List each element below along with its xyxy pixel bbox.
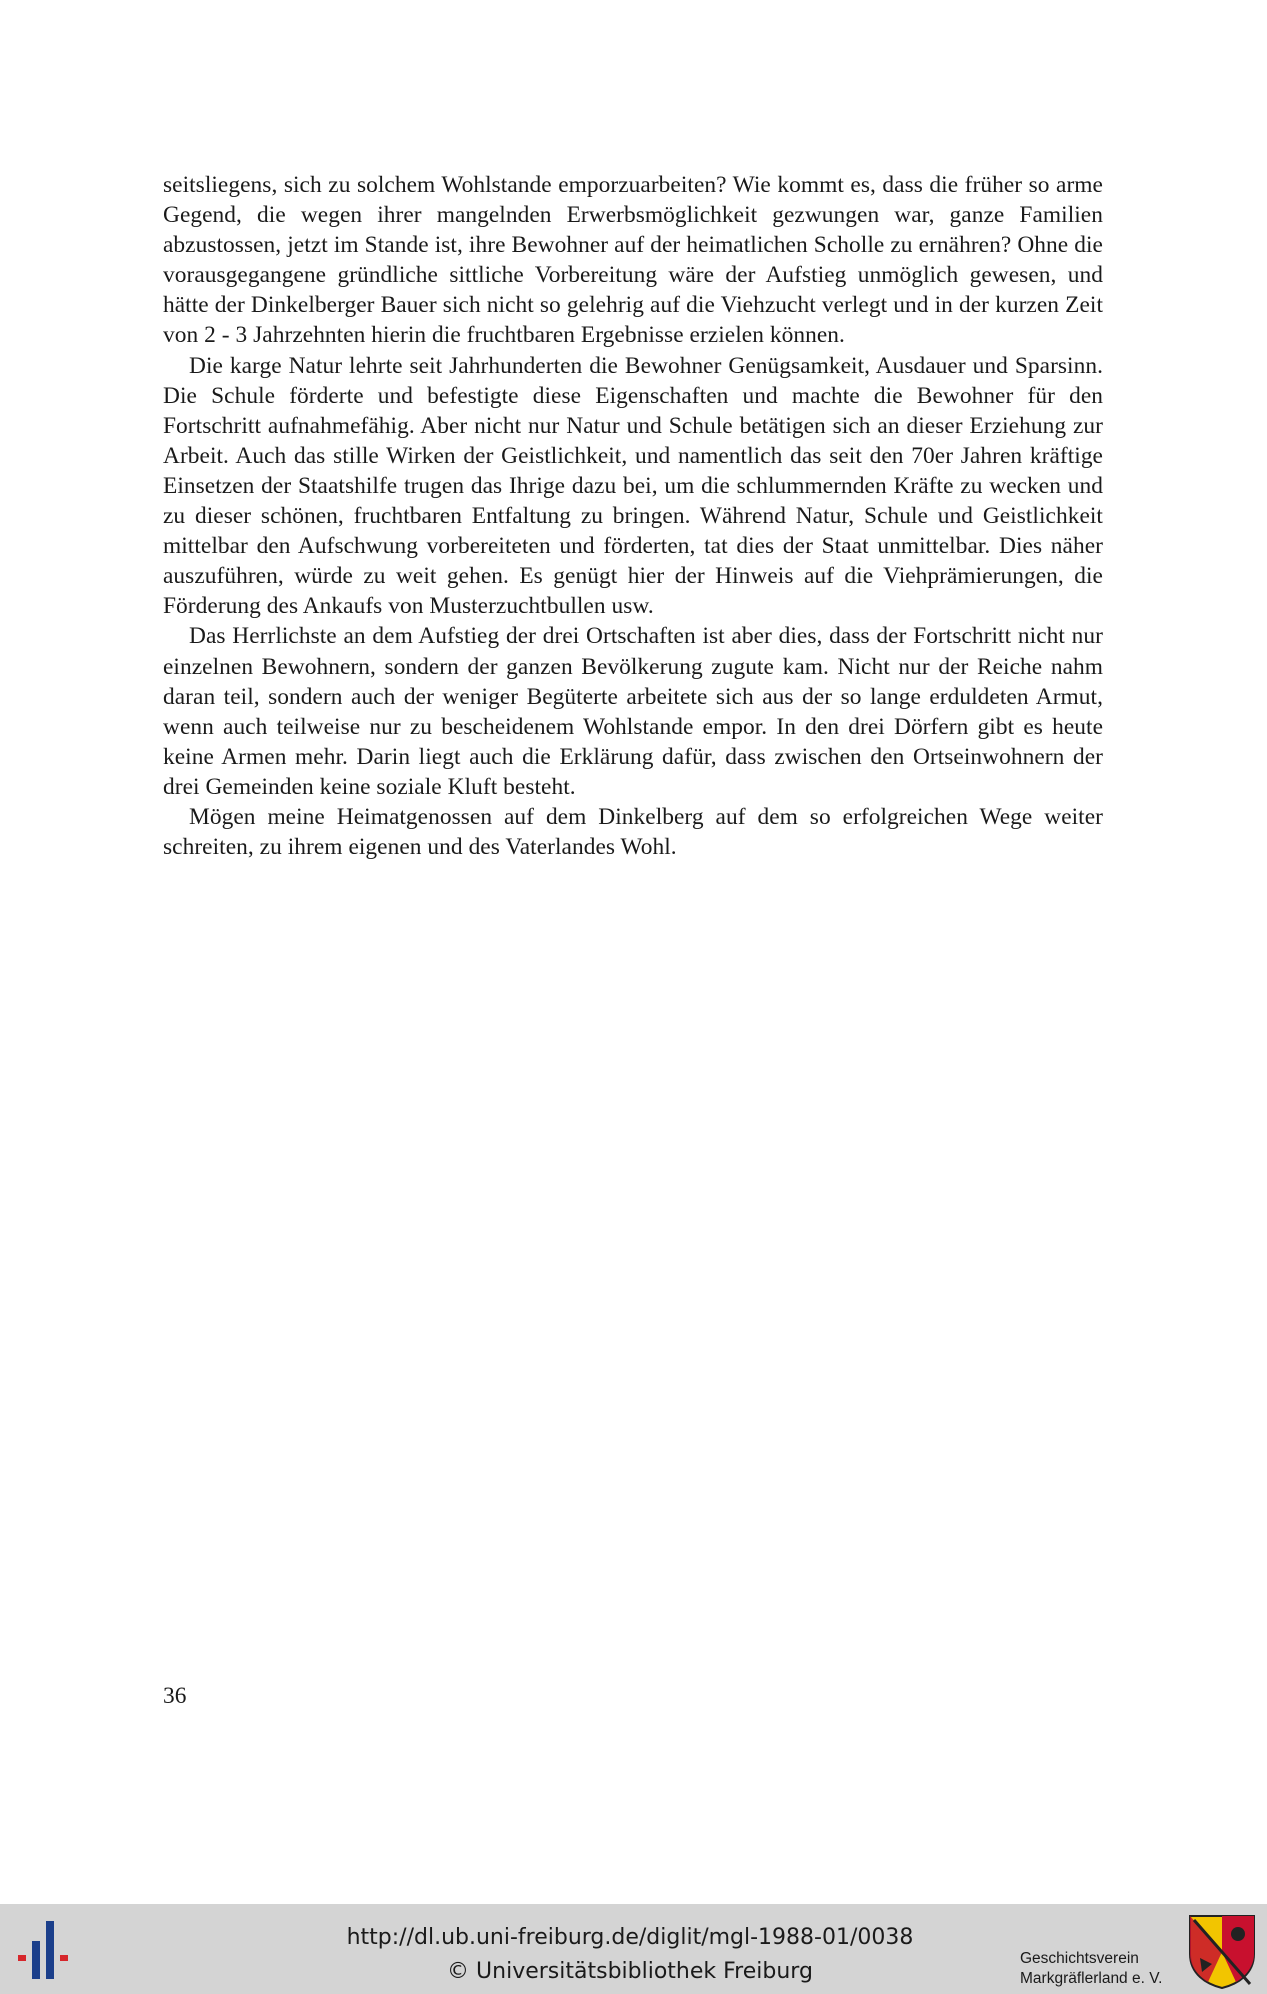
paragraph-3: Das Herrlichste an dem Aufstieg der drei Ortschaften ist aber dies, dass der Fortschritt nicht nur einzelnen Bewohnern, sondern der ganzen Bevölkerung zugute kam. Nicht nur der Reiche nahm daran teil, sondern auch der weniger Begüterte arbeitete sich aus der so lange erduldeten Armut, wenn auch teilweise nur zu bescheidenem Wohlstande empor. In den drei Dörfern gibt es heute keine Armen mehr. Darin liegt auch die Erklärung dafür, dass zwischen den Ortseinwohnern der drei Gemeinden keine soziale Kluft besteht. bbox=[163, 623, 1103, 800]
coat-of-arms-icon bbox=[1188, 1914, 1256, 1990]
library-footer bbox=[0, 1904, 1267, 1994]
society-name-line-1: Geschichtsverein bbox=[1020, 1950, 1139, 1967]
paragraph-4: Mögen meine Heimatgenossen auf dem Dinkelberg auf dem so erfolgreichen Wege weiter schreiten, zu ihrem eigenen und des Vaterlandes Wohl. bbox=[163, 803, 1103, 861]
copyright-text: © Universitätsbibliothek Freiburg bbox=[447, 1959, 813, 1984]
ub-freiburg-logo-icon bbox=[16, 1919, 80, 1981]
page-number: 36 bbox=[163, 1683, 187, 1709]
society-name bbox=[1020, 1949, 1180, 1989]
paragraph-2: Die karge Natur lehrte seit Jahrhunderten die Bewohner Genügsamkeit, Ausdauer und Sparsinn. Die Schule förderte und befestigte diese Eigenschaften und machte die Bewohner für den Fortschritt aufnahmefähig. Aber nicht nur Natur und Schule betätigen sich an dieser Erziehung zur Arbeit. Auch das stille Wirken der Geistlichkeit, und namentlich das seit den 70er Jahren kräftige Einsetzen der Staatshilfe trugen das Ihrige dazu bei, um die schlummernden Kräfte zu wecken und zu dieser schönen, fruchtbaren Entfaltung zu bringen. Während Natur, Schule und Geistlichkeit mittelbar den Aufschwung vorbereiteten und förderten, tat dies der Staat unmittelbar. Dies näher auszuführen, würde zu weit gehen. Es genügt hier der Hinweis auf die Viehprämierungen, die Förderung des Ankaufs von Musterzuchtbullen usw. bbox=[163, 352, 1103, 620]
paragraph-1: seitsliegens, sich zu solchem Wohlstande emporzuarbeiten? Wie kommt es, dass die früher so arme Gegend, die wegen ihrer mangelnden Erwerbsmöglichkeit gezwungen war, ganze Familien abzustossen, jetzt im Stande ist, ihre Bewohner auf der heimatlichen Scholle zu ernähren? Ohne die vorausgegangene gründliche sittliche Vorbereitung wäre der Aufstieg unmöglich gewesen, und hätte der Dinkelberger Bauer sich nicht so gelehrig auf die Viehzucht verlegt und in der kurzen Zeit von 2 - 3 Jahrzehnten hierin die fruchtbaren Ergebnisse erzielen können. bbox=[163, 172, 1103, 349]
permalink-link[interactable]: http://dl.ub.uni-freiburg.de/diglit/mgl-1988-01/0038 bbox=[346, 1925, 914, 1950]
body-text bbox=[163, 170, 1103, 862]
society-name-line-2: Markgräflerland e. V. bbox=[1020, 1970, 1163, 1987]
